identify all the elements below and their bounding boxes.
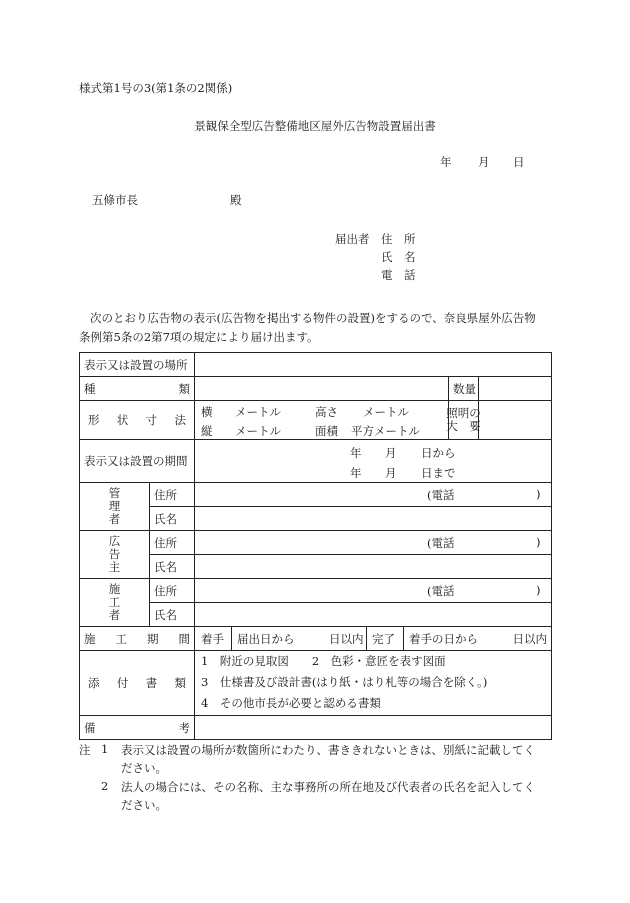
contractor-label: 施 工 者 bbox=[80, 579, 150, 627]
intro-line-2: 条例第5条の2第7項の規定により届け出ます。 bbox=[79, 330, 319, 344]
contractor-address-row bbox=[80, 579, 552, 603]
contractor-name-field[interactable] bbox=[195, 603, 552, 627]
notifier-name-label: 氏 名 bbox=[381, 250, 416, 264]
attachments-list bbox=[195, 651, 552, 716]
advertiser-address-label: 住所 bbox=[150, 531, 195, 555]
note-2-line-2: ださい。 bbox=[121, 798, 167, 812]
intro-line-1: 次のとおり広告物の表示(広告物を掲出する物件の設置)をするので、奈良県屋外広告物 bbox=[90, 311, 536, 325]
manager-name-label: 氏名 bbox=[150, 507, 195, 531]
date-month: 月 bbox=[478, 155, 490, 169]
form-number: 様式第1号の3(第1条の2関係) bbox=[79, 81, 233, 95]
note-1-number: 1 bbox=[101, 742, 109, 756]
notifier-address-label: 住 所 bbox=[381, 232, 416, 246]
construction-period-field[interactable]: 着手 届出日から 日以内 完了 着手の日から 日以内 bbox=[195, 627, 552, 651]
advertiser-name-row bbox=[80, 555, 552, 579]
location-field[interactable] bbox=[195, 353, 552, 377]
notes-prefix: 注 bbox=[79, 743, 91, 757]
remarks-label: 備 考 bbox=[80, 716, 195, 740]
addressee-name: 五條市長 bbox=[92, 193, 138, 207]
attachment-item: 4 その他市長が必要と認める書類 bbox=[201, 696, 381, 710]
attachment-item: 3 仕様書及び設計書(はり紙・はり札等の場合を除く。) bbox=[201, 675, 488, 689]
contractor-address-label: 住所 bbox=[150, 579, 195, 603]
type-row bbox=[80, 377, 552, 401]
notifier-label: 届出者 bbox=[335, 232, 370, 246]
contractor-name-row bbox=[80, 603, 552, 627]
quantity-label: 数量 bbox=[449, 377, 479, 401]
type-label: 種 類 bbox=[80, 377, 195, 401]
construction-period-label: 施 工 期 間 bbox=[80, 627, 195, 651]
date-day: 日 bbox=[513, 155, 525, 169]
note-1-line-1: 表示又は設置の場所が数箇所にわたり、書ききれないときは、別紙に記載してく bbox=[121, 743, 535, 757]
quantity-field[interactable] bbox=[479, 377, 552, 401]
advertiser-name-label: 氏名 bbox=[150, 555, 195, 579]
lighting-field[interactable] bbox=[479, 401, 552, 440]
construction-period-row bbox=[80, 627, 552, 651]
notifier-phone-label: 電 話 bbox=[381, 268, 416, 282]
advertiser-address-field[interactable]: (電話 ) bbox=[195, 531, 552, 555]
advertiser-address-row bbox=[80, 531, 552, 555]
document-title: 景観保全型広告整備地区屋外広告物設置届出書 bbox=[194, 119, 436, 133]
dimension-row bbox=[80, 401, 552, 440]
note-2-line-1: 法人の場合には、その名称、主な事務所の所在地及び代表者の氏名を記入してく bbox=[121, 780, 535, 794]
period-row bbox=[80, 440, 552, 483]
contractor-address-field[interactable]: (電話 ) bbox=[195, 579, 552, 603]
manager-name-field[interactable] bbox=[195, 507, 552, 531]
type-field[interactable] bbox=[195, 377, 449, 401]
manager-address-field[interactable]: (電話 ) bbox=[195, 483, 552, 507]
lighting-label: 照明の 大 要 bbox=[449, 401, 479, 440]
location-label: 表示又は設置の場所 bbox=[80, 353, 195, 377]
period-field[interactable]: 年 月 日から 年 月 日まで bbox=[195, 440, 552, 483]
manager-address-row bbox=[80, 483, 552, 507]
remarks-row bbox=[80, 716, 552, 740]
location-row bbox=[80, 353, 552, 377]
remarks-field[interactable] bbox=[195, 716, 552, 740]
attachment-item: 1 附近の見取図 2 色彩・意匠を表す図面 bbox=[201, 654, 446, 668]
advertiser-name-field[interactable] bbox=[195, 555, 552, 579]
manager-name-row bbox=[80, 507, 552, 531]
dimension-field[interactable]: 横 メートル 高さ メートル 縦 メートル 面積 平方メートル bbox=[195, 401, 449, 440]
attachments-label: 添 付 書 類 bbox=[80, 651, 195, 716]
addressee-honorific: 殿 bbox=[230, 193, 242, 207]
date-year: 年 bbox=[440, 155, 452, 169]
dimension-label: 形 状 寸 法 bbox=[80, 401, 195, 440]
advertiser-label: 広 告 主 bbox=[80, 531, 150, 579]
contractor-name-label: 氏名 bbox=[150, 603, 195, 627]
notification-form-table bbox=[79, 352, 552, 740]
manager-label: 管 理 者 bbox=[80, 483, 150, 531]
period-label: 表示又は設置の期間 bbox=[80, 440, 195, 483]
note-2-number: 2 bbox=[101, 779, 109, 793]
note-1-line-2: ださい。 bbox=[121, 761, 167, 775]
attachments-row bbox=[80, 651, 552, 716]
manager-address-label: 住所 bbox=[150, 483, 195, 507]
